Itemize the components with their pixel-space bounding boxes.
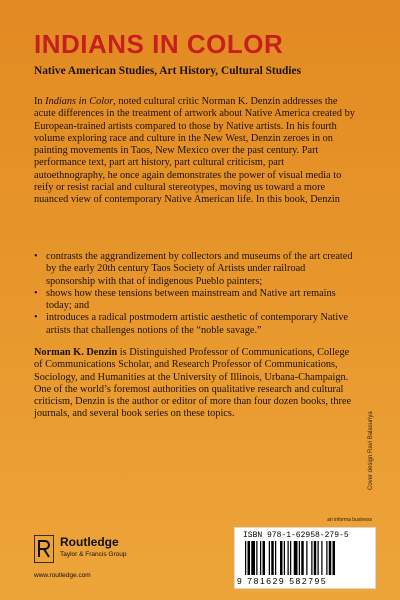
publisher-group: Taylor & Francis Group [60,551,127,558]
author-bio [34,347,356,421]
description-book-title: Indians in Color [45,96,114,107]
description [34,96,356,207]
publisher-logo [34,532,144,582]
subtitle: Native American Studies, Art History, Cultural Studies [34,65,302,77]
book-title: INDIANS IN COLOR [34,29,284,59]
bullet-item: • contrasts the aggrandizement by collectors and museums of the art created by the early 20th century Taos Society of Artists under railroad sponsorship with that of indigenous Pueblo painters; [34,251,356,288]
bullet-item: • shows how these tensions between mainstream and Native art remains today; and [34,288,356,313]
routledge-logo-icon [34,535,54,563]
cover-credit-text: Cover design Ravi Balasuriya [368,411,374,490]
bullet-item: • introduces a radical postmodern artistic aesthetic of contemporary Native artists that challenges notions of the “noble savage.” [34,312,356,337]
bullet-list [34,251,356,337]
author-name: Norman K. Denzin [34,347,118,358]
barcode-number: 9 781629 582795 [237,576,328,586]
author-bio-text: is Distinguished Professor of Communications, College of Communications Scholar, and Research Professor of Communications, Sociology, and Humanities at the University of Illinois, Urbana-Champaign. One of the world’s foremost authorities on qualitative research and cultural criticism, Denzin is the author or editor of more than four dozen books, three journals, and several book series on these topics. [34,347,352,420]
isbn: ISBN 978-1-62958-279-5 [243,531,349,540]
cover-credit [368,390,380,490]
description-body: , noted cultural critic Norman K. Denzin addresses the acute differences in the treatment of artwork about Native America created by European-trained artists compared to those by Native artists. In his fourth volume exploring race and culture in the New West, Denzin zeroes in on painting movements in Taos, New Mexico over the past century. Part performance text, part art history, part cultural criticism, part autoethnography, he once again demonstrates the power of visual media to reify or resist racial and cultural stereotypes, moving us toward a more nuanced view of contemporary Native American life. In this book, Denzin [34,96,355,206]
publisher-url: www.routledge.com [34,572,91,579]
description-intro: In [34,96,46,107]
informa-label: an informa business [327,517,372,523]
barcode [234,527,376,589]
barcode-bars [245,541,367,575]
publisher-name: Routledge [60,535,119,549]
